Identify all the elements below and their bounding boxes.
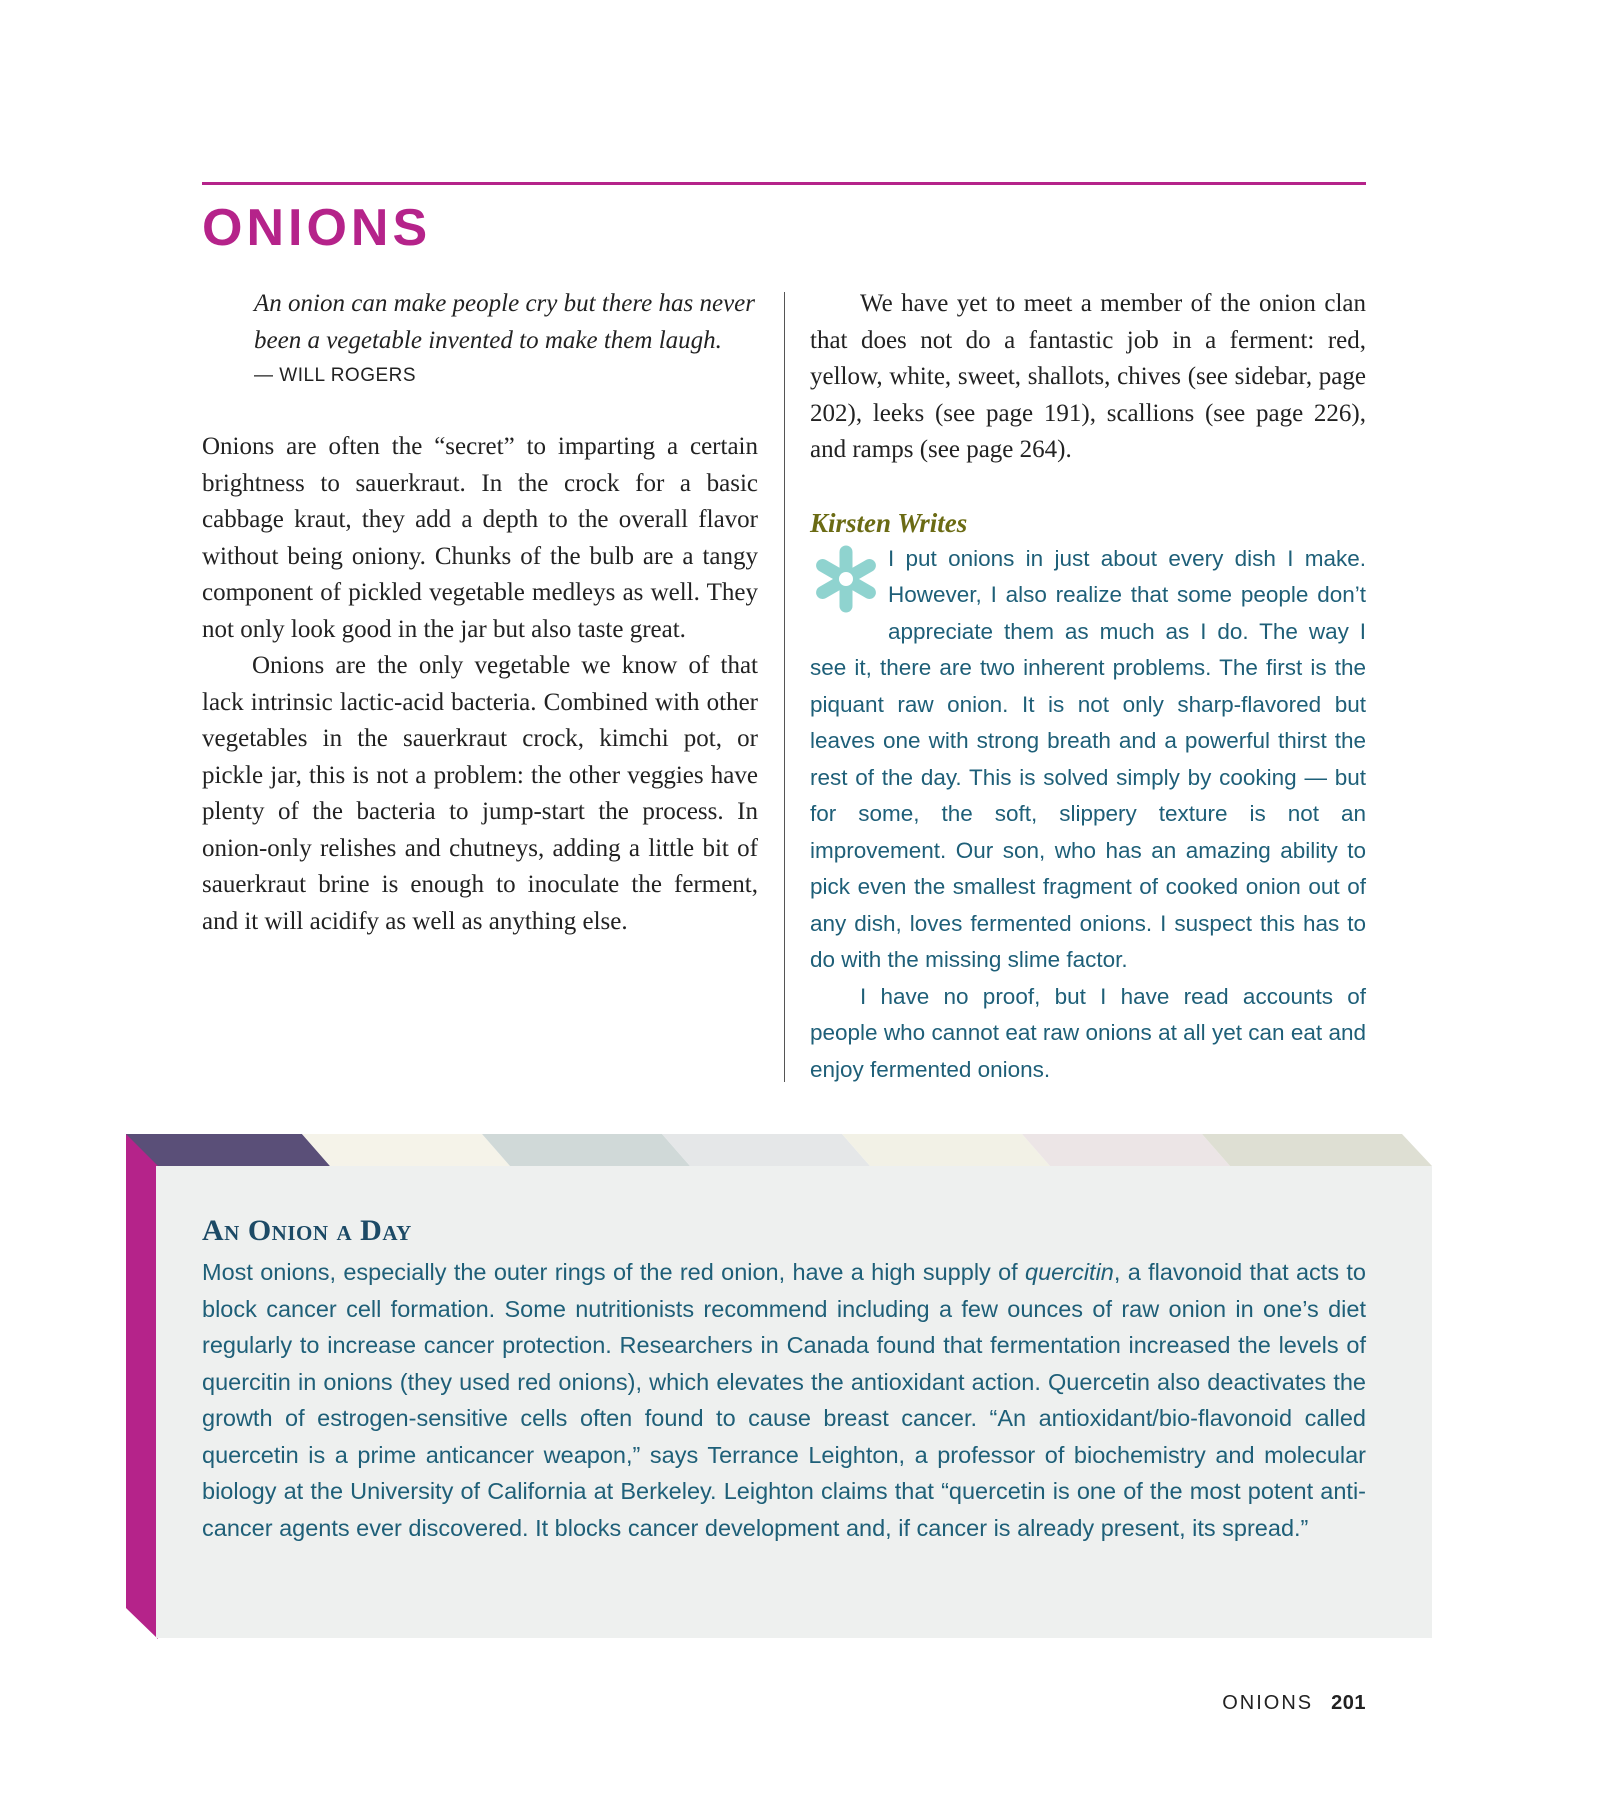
sidebar-title: An Onion a Day	[202, 1214, 412, 1247]
column-divider	[784, 292, 785, 1082]
right-column	[810, 286, 1366, 1088]
footer-section: ONIONS	[1222, 1692, 1314, 1714]
epigraph-attribution: — WILL ROGERS	[254, 365, 417, 386]
page-number: 201	[1331, 1692, 1366, 1714]
sidebar-text-emphasis: quercitin	[1025, 1259, 1114, 1285]
sidebar-text-part: Most onions, especially the outer rings of the red onion, have a high supply of	[202, 1259, 1026, 1285]
body-paragraph: Onions are the only vegetable we know of that lack intrinsic lactic-acid bacteria. Combined with other vegetables in the sauerkraut crock, kimchi pot, or pickle jar, this is not a problem: the other veggies have plenty of the bacteria to jump-start the process. In onion-only relishes and chutneys, adding a little bit of sauerkraut brine is enough to inoculate the ferment, and it will acidify as well as anything else.	[202, 652, 758, 935]
page-footer	[1222, 1692, 1366, 1715]
body-paragraph: Onions are often the “secret” to imparting a certain brightness to sauerkraut. In the crock for a basic cabbage kraut, they add a depth to the overall flavor without being oniony. Chunks of the bulb are a tangy component of pickled vegetable medleys as well. They not only look good in the jar but also taste great.	[202, 433, 758, 643]
sidebar-text	[202, 1254, 1366, 1546]
left-column	[202, 286, 758, 940]
epigraph-quote: An onion can make people cry but there has never been a vegetable invented to make them laugh.	[254, 290, 756, 354]
kirsten-paragraph: I put onions in just about every dish I make. However, I also realize that some people don’t appreciate them as much as I do. The way I see it, there are two inherent problems. The first is the piquant raw onion. It is not only sharp-flavored but leaves one with strong breath and a powerful thirst the rest of the day. This is solved simply by cooking — but for some, the soft, slippery texture is not an improvement. Our son, who has an amazing ability to pick even the smallest fragment of cooked onion out of any dish, loves fermented onions. I suspect this has to do with the missing slime factor.	[810, 545, 1366, 972]
sidebar-text-part: , a flavonoid that acts to block cancer cell formation. Some nutritionists recommend including a few ounces of raw onion in one’s diet regularly to increase cancer protection. Researchers in Canada found that fermentation increased the levels of quercitin in onions (they used red onions), which elevates the antioxidant action. Quercetin also deactivates the growth of estrogen-sensitive cells often found to cause breast cancer. “An antioxidant/bio-flavonoid called quercetin is a prime anticancer weapon,” says Terrance Leighton, a professor of biochemistry and molecular biology at the University of California at Berkeley. Leighton claims that “quercetin is one of the most potent anti-cancer agents ever discovered. It blocks cancer development and, if cancer is already present, its spread.”	[202, 1259, 1366, 1541]
sidebar-box	[156, 1166, 1432, 1638]
sidebar-spine	[126, 1134, 158, 1639]
title-rule	[202, 182, 1366, 185]
asterisk-icon	[810, 543, 882, 615]
kirsten-writes-heading: Kirsten Writes	[810, 507, 968, 538]
page-title: ONIONS	[202, 199, 432, 257]
intro-paragraph: We have yet to meet a member of the onion clan that does not do a fantastic job in a ferment: red, yellow, white, sweet, shallots, chives (see sidebar, page 202), leeks (see page 191), scallions (see page 226), and ramps (see page 264).	[810, 290, 1366, 463]
kirsten-paragraph: I have no proof, but I have read accounts of people who cannot eat raw onions at all yet can eat and enjoy fermented onions.	[810, 983, 1366, 1082]
sidebar-color-tabs	[126, 1134, 1432, 1168]
